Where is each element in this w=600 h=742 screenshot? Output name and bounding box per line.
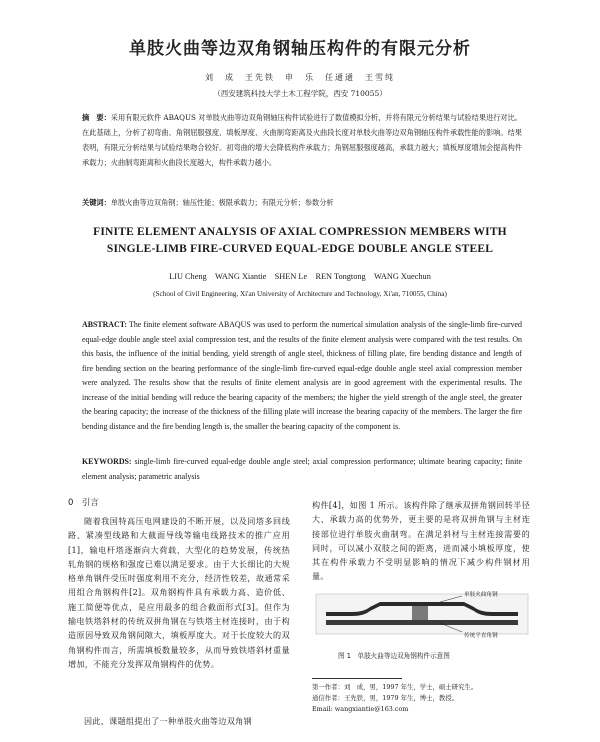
chinese-authors: 刘 成 王先铁 申 乐 任通通 王雪纯 xyxy=(205,73,395,82)
footnotes xyxy=(312,682,530,715)
footnote-divider xyxy=(312,678,402,679)
chinese-abstract-text: 采用有限元软件 ABAQUS 对单肢火曲等边双角钢轴压构件试验进行了数值模拟分析，并将有限元分析结果与试验结果进行对比。在此基础上，分析了初弯曲、角钢屈服强度、填板厚度、火曲制弯距离及火曲段长度对单肢火曲等边双角钢轴压构件承载性能的影响。结果表明，有限元分析结果与试验结果吻合较好。初弯曲的增大会降低构件承载力；角钢屈服强度越高，承载力越大；填板厚度增加会提高构件承载力；火曲制弯距离和火曲段长度越大，构件承载力越小。 xyxy=(82,113,522,167)
chinese-abstract xyxy=(82,110,522,170)
chinese-keywords-label: 关键词： xyxy=(82,198,111,207)
footnote-email: Email: wangxiantie@163.com xyxy=(312,705,409,713)
english-abstract xyxy=(82,318,522,434)
english-title-line1: FINITE ELEMENT ANALYSIS OF AXIAL COMPRESSION MEMBERS WITH xyxy=(93,226,507,238)
chinese-affiliation: （西安建筑科技大学土木工程学院，西安 710055） xyxy=(213,89,387,98)
english-title xyxy=(0,224,600,258)
intro-paragraph-2: 因此，课题组提出了一种单肢火曲等边双角钢 xyxy=(84,716,252,726)
figure-1-diagram xyxy=(312,590,532,638)
filling-plate xyxy=(412,606,428,620)
figure-label-fire-curved: 单肢火曲角钢 xyxy=(464,592,498,598)
english-affiliation: (School of Civil Engineering, Xi'an University of Architecture and Technology, Xi'an, 710055, China) xyxy=(153,290,447,298)
english-abstract-text: The finite element software ABAQUS was used to perform the numerical simulation analysis of the single-limb fire-curved equal-edge double angle steel axial compression test, and the results of the finite element analysis were compared with the test results. On this basis, the influence of the initial bending, yield strength of angle steel, thickness of filling plate, fire bending distance and length of fire bending section on the bearing performance of the single-limb fire-curved equal-edge double angle steel axial compression member were analyzed. The results show that the results of finite element analysis are in good agreement with the experimental results. The increase of the initial bending will reduce the bearing capacity of the members; the higher the yield strength of the angle steel, the greater the bearing capacity; the increase of the thickness of the filling plate will increase the bearing capacity of the members. The larger the fire bending distance and the fire bending length is, the smaller the bearing capacity of the component is. xyxy=(82,320,522,431)
english-abstract-label: ABSTRACT: xyxy=(82,320,128,329)
intro-paragraph-right: 构件[4]，如图 1 所示。该构件除了继承双拼角钢回转半径大、承载力高的优势外，更主要的是将双拼角钢与主材连接部位进行单肢火曲制弯。在满足斜材与主材连接需要的同时，可以减小双肢之间的距离，进而减小填板厚度，使其在构件承载力不受明显影响的情况下减少构件钢材用量。 xyxy=(312,500,530,582)
english-keywords-label: KEYWORDS: xyxy=(82,457,132,466)
section-heading-intro: 0 引言 xyxy=(68,498,99,508)
figure-1-caption: 图 1 单肢火曲等边双角钢构件示意图 xyxy=(338,652,450,660)
straight-angle-steel xyxy=(326,620,518,625)
chinese-keywords-text: 单肢火曲等边双角钢；轴压性能；极限承载力；有限元分析；参数分析 xyxy=(110,198,334,207)
english-authors: LIU Cheng WANG Xiantie SHEN Le REN Tongtong WANG Xuechun xyxy=(169,272,431,281)
chinese-abstract-label: 摘 要： xyxy=(82,113,111,122)
intro-paragraph-1: 随着我国特高压电网建设的不断开展，以及同塔多回线路、紧凑型线路和大截面导线等输电线路技术的推广应用[1]，输电杆塔逐渐向大荷载、大型化的趋势发展，传统热轧角钢的规格和强度已难以满足要求。由于大长细比的大规格单角钢件受压时强度利用不充分，经济性较差，故通常采用组合角钢构件[2]。双角钢构件具有承载力高、造价低、施工简便等优点，是应用最多的组合截面形式[3]。但作为输电铁塔斜材的传统双拼角钢在与铁塔主材连接时，由于构造原因导致双角钢间隙大，填板厚度大。对于长度较大的双角钢构件而言，所需填板数量较多，从而导致铁塔斜材重量增加，不能充分发挥双角钢构件的优势。 xyxy=(68,516,290,669)
footnote-first-author: 第一作者：刘 成，男，1997 年生，学士，硕士研究生。 xyxy=(312,683,478,691)
english-title-line2: SINGLE-LIMB FIRE-CURVED EQUAL-EDGE DOUBLE ANGLE STEEL xyxy=(106,243,494,255)
english-keywords xyxy=(82,455,522,484)
english-keywords-text: single-limb fire-curved equal-edge double angle steel; axial compression performance; ultimate bearing capacity; finite element analysis; parametric analysis xyxy=(82,457,522,481)
figure-label-straight: 传统平直角钢 xyxy=(464,633,498,639)
footnote-corresponding-author: 通信作者：王先铁，男，1979 年生，博士，教授。 xyxy=(312,694,459,702)
chinese-keywords xyxy=(82,195,522,210)
chinese-title: 单肢火曲等边双角钢轴压构件的有限元分析 xyxy=(129,39,471,59)
